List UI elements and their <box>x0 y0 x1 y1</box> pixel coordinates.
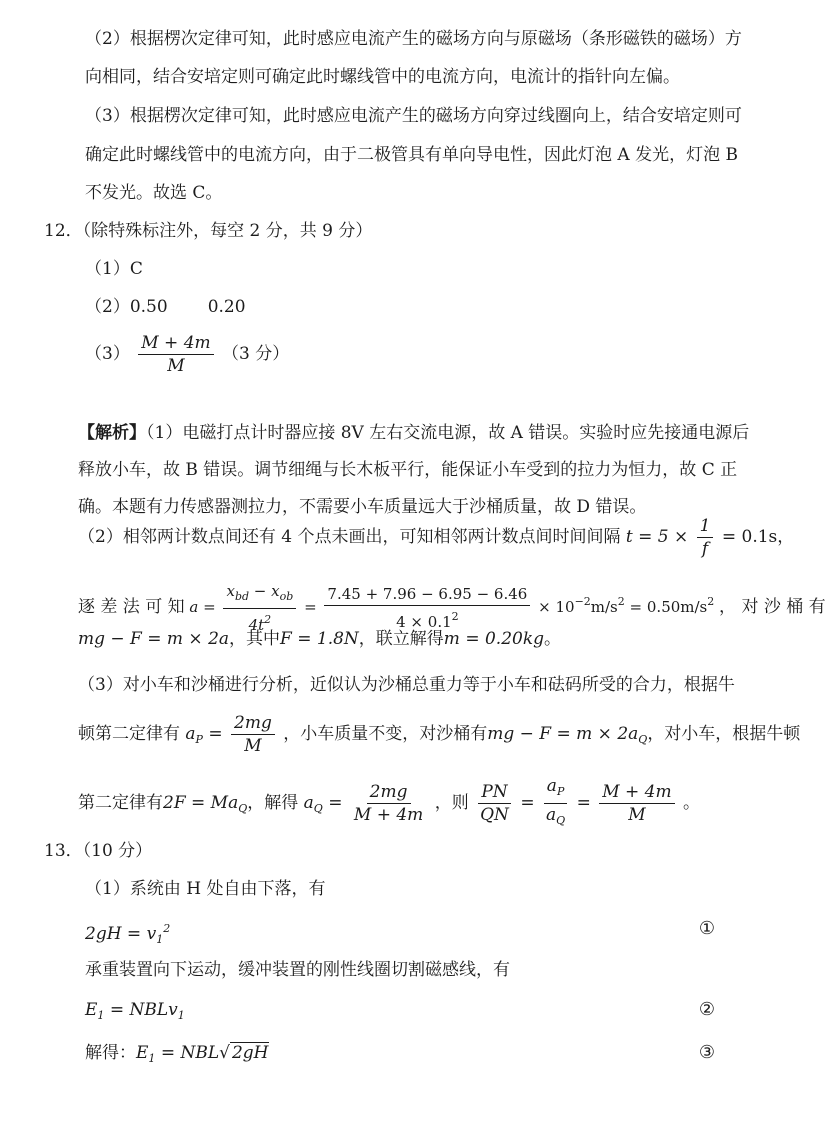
q12-part2-line2: 逐 差 法 可 知 a = $\frac{x_{bd} - x_{ob}}{4t^2}$ = $\frac{7.45 + 7.96 - 6.95 - 6.46}{4 \times 0.1^2}$ × $10^{-2}m/s^2 = 0.50m/s^2$ ， 对 沙 桶 有 <box>78 582 826 634</box>
q12-answer-3 <box>85 332 289 377</box>
q13-eq2: $E_1$ = NBLv$_1$ <box>85 1000 185 1022</box>
q11-p3-line3: 不发光。故选 C。 <box>85 183 223 203</box>
q12-answer-2-prefix: （2） <box>85 297 130 317</box>
q13-p2: 承重装置向下运动，缓冲装置的刚性线圈切割磁感线，有 <box>85 960 510 980</box>
q11-p3-line2: 确定此时螺线管中的电流方向，由于二极管具有单向导电性，因此灯泡 A 发光，灯泡 B <box>85 145 738 165</box>
q13-result: 解得：$E_1 = NBL√$ 2gH <box>85 1043 269 1065</box>
q12-part2-line1: （2）相邻两计数点间还有 4 个点未画出，可知相邻两计数点间时间间隔 t = 5 × $\frac{1}{f}$ = 0.1s， <box>78 516 795 559</box>
q12-jiexi-line3: 确。本题有力传感器测拉力，不需要小车质量远大于沙桶质量，故 D 错误。 <box>78 497 647 517</box>
frac-M4m-over-M: $\frac{M + 4m}{M}$ <box>599 781 674 826</box>
q12-answer-2-value1: 0.50 <box>129 297 168 317</box>
q12-answer-3-suffix: （3 分） <box>222 344 290 364</box>
q12-part3-line3: 第二定律有$2F = Ma_Q$，解得 $a_Q$ = $\frac{2mg}{M + 4m}$ ，则 $\frac{PN}{QN}$ = $\frac{a_P}{a_Q}$ = $\frac{M + 4m}{M}$ 。 <box>78 775 700 832</box>
q11-p2-line2: 向相同，结合安培定则可确定此时螺线管中的电流方向，电流计的指针向左偏。 <box>85 67 680 87</box>
frac-aP-over-aQ: $\frac{a_P}{a_Q}$ <box>543 775 568 832</box>
jiexi-tag: 【解析】 <box>78 423 146 443</box>
q12-part2-line3: mg − F = m × 2a，其中F = 1.8N，联立解得m = 0.20kg。 <box>78 629 562 649</box>
q13-p1: （1）系统由 H 处自由下落，有 <box>85 879 326 899</box>
q12-answer-3-fraction: $\frac{M + 4m}{M}$ <box>138 332 213 377</box>
q12-jiexi-line1: 【解析】（1）电磁打点计时器应接 8V 左右交流电源，故 A 错误。实验时应先接通电源后 <box>78 423 750 443</box>
q12-answer-2 <box>85 294 246 320</box>
q13-eq3-number: ③ <box>698 1042 715 1063</box>
frac-2mg-over-M4m: $\frac{2mg}{M + 4m}$ <box>353 782 424 825</box>
q11-p2-line1: （2）根据楞次定律可知，此时感应电流产生的磁场方向与原磁场（条形磁铁的磁场）方 <box>85 29 742 49</box>
frac-PN-over-QN: $\frac{PN}{QN}$ <box>480 782 509 825</box>
q12-header: 12．（除特殊标注外，每空 2 分，共 9 分） <box>44 221 373 241</box>
frac-delta-x: $\frac{x_{bd} - x_{ob}}{4t^2}$ <box>223 580 296 636</box>
frac-2mg-over-M: $\frac{2mg}{M}$ <box>231 712 275 757</box>
q13-eq1: $2gH = v_1^2$ <box>85 922 171 946</box>
q12-answer-1: （1）C <box>85 259 143 279</box>
q12-jiexi-line2: 释放小车，故 B 错误。调节细绳与长木板平行，能保证小车受到的拉力为恒力，故 C 正 <box>78 460 738 480</box>
q13-eq2-number: ② <box>698 999 715 1020</box>
q12-part3-line1: （3）对小车和沙桶进行分析，近似认为沙桶总重力等于小车和砝码所受的合力，根据牛 <box>78 675 735 695</box>
q12-part3-line2: 顿第二定律有 $a_P$ = $\frac{2mg}{M}$ ，小车质量不变，对沙桶有mg − $F = m \times 2a_Q$，对小车，根据牛顿 <box>78 713 801 756</box>
q12-answer-3-prefix: （3） <box>85 344 130 364</box>
q12-answer-2-value2: 0.20 <box>207 297 246 317</box>
q11-p3-line1: （3）根据楞次定律可知，此时感应电流产生的磁场方向穿过线圈向上，结合安培定则可 <box>85 106 742 126</box>
frac-numeric: $\frac{7.45 + 7.96 - 6.95 - 6.46}{4 \times 0.1^2}$ <box>324 583 530 633</box>
q13-header: 13．（10 分） <box>44 841 153 861</box>
frac-1-over-f: $\frac{1}{f}$ <box>697 515 714 560</box>
q13-eq1-number: ① <box>698 918 715 939</box>
